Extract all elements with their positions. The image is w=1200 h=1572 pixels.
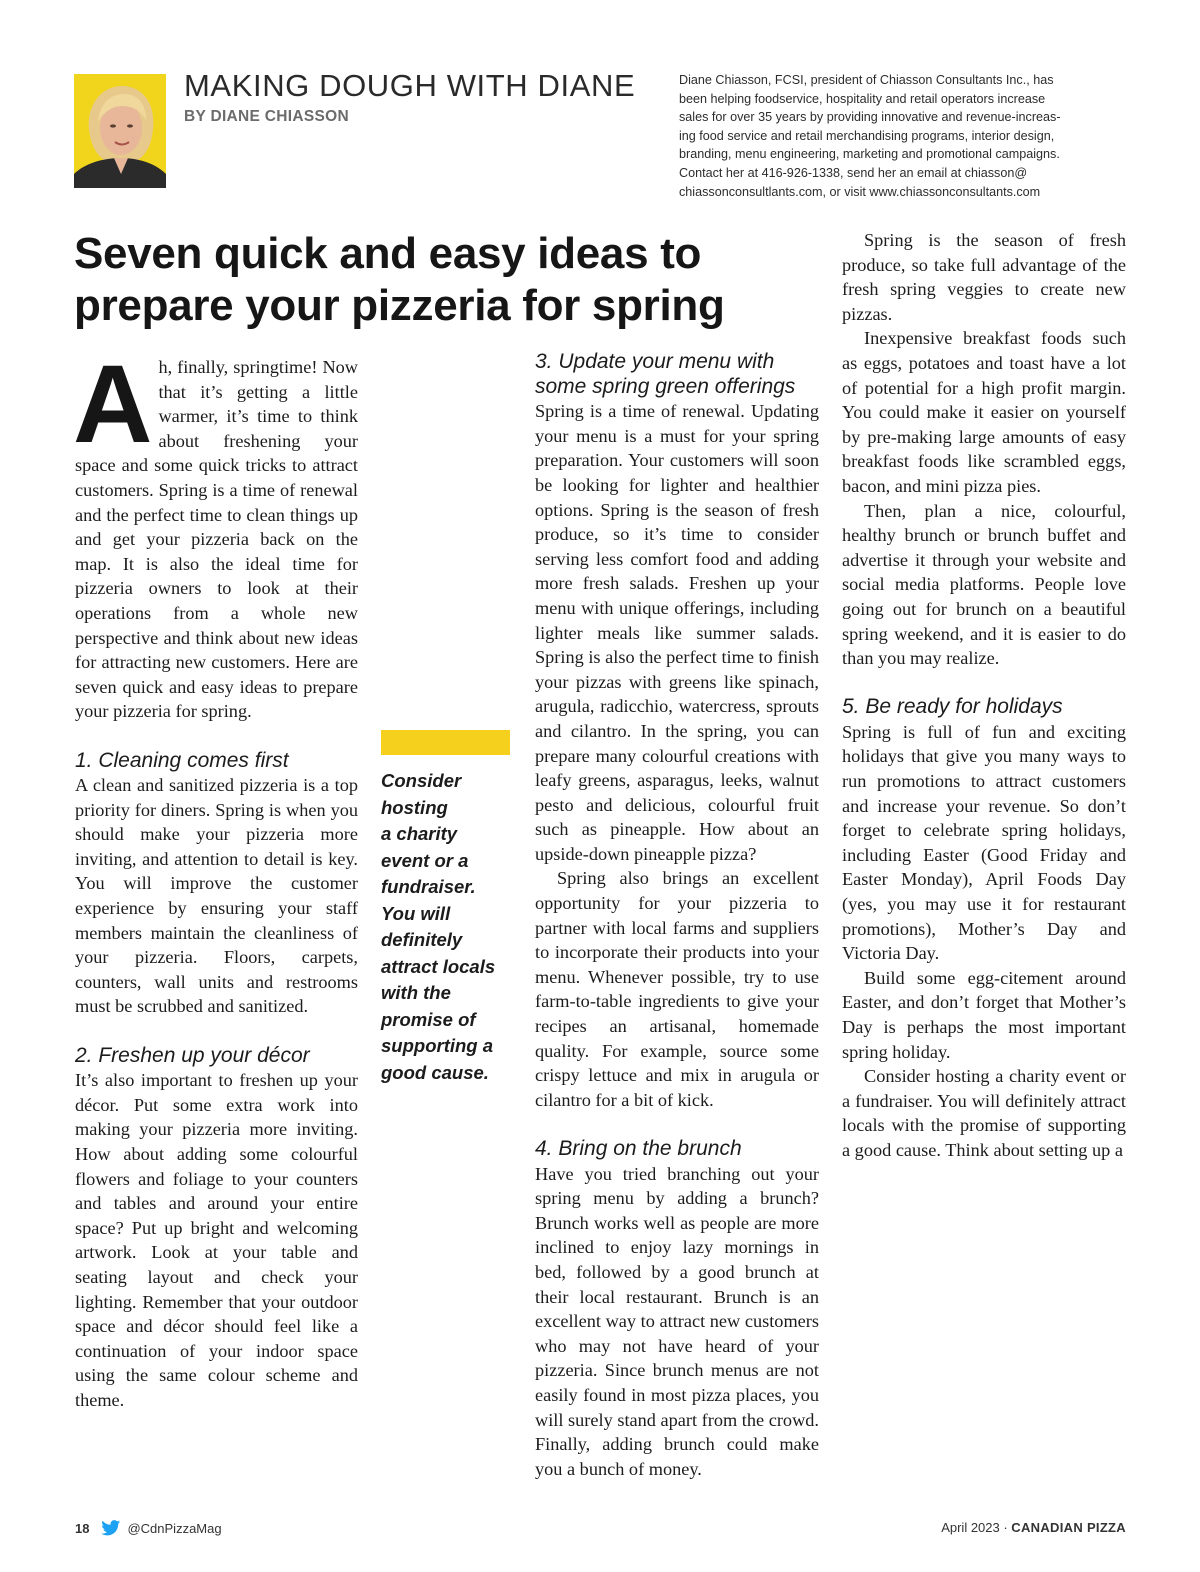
- bio-line: branding, menu engineering, marketing and promotional campaigns.: [679, 147, 1060, 162]
- article-column-3: [535, 350, 819, 1481]
- pull-quote-line: fundraiser.: [381, 876, 476, 897]
- pull-quote-accent-bar: [381, 730, 510, 755]
- section-3-paragraph-1: Spring is a time of renewal. Updating your menu is a must for your spring preparation. Your customers will soon be looking for lighter and healthier options. Spring is the season of fresh produce, so it’s time to consider serving less comfort food and adding more fresh salads. Freshen up your menu with unique offerings, including lighter meals like summer salads. Spring is also the perfect time to finish your pizzas with greens like spinach, arugula, radicchio, watercress, sprouts and cilantro. In the spring, you can prepare many colourful creations with leafy greens, asparagus, leeks, walnut pesto and delicious, colourful fruit such as pineapple. How about an upside-down pineapple pizza?: [535, 401, 819, 864]
- bio-line: sales for over 35 years by providing innovative and revenue-increas-: [679, 110, 1061, 125]
- section-3-heading: 3. Update your menu with some spring green offerings: [535, 350, 796, 398]
- article-column-1: [73, 343, 358, 1413]
- pull-quote-line: Consider: [381, 770, 462, 791]
- bio-line: Contact her at 416-926-1338, send her an email at chiasson@: [679, 165, 1028, 180]
- magazine-name: CANADIAN PIZZA: [1011, 1520, 1126, 1535]
- section-4-paragraph-4: Then, plan a nice, colourful, healthy brunch or brunch buffet and advertise it through your website and social media platforms. People love going out for brunch on a beautiful spring weekend, and it is easier to do than you may realize.: [842, 500, 1126, 669]
- pull-quote-line: event or a: [381, 849, 469, 871]
- article-headline: [74, 228, 814, 332]
- article-column-4: [842, 228, 1126, 1163]
- section-2-heading: 2. Freshen up your décor: [75, 1043, 310, 1067]
- section-4-paragraph-3: Inexpensive breakfast foods such as eggs, potatoes and toast have a lot of potential for a high profit margin. You could make it easier on yourself by pre-making large amounts of easy breakfast foods like scrambled eggs, bacon, and mini pizza pies.: [842, 328, 1126, 496]
- footer-right: [941, 1520, 1126, 1535]
- section-5-paragraph-2: Build some egg-citement around Easter, and don’t forget that Mother’s Day is perhaps the most important spring holiday.: [842, 967, 1126, 1062]
- section-5-heading: 5. Be ready for holidays: [842, 695, 1063, 719]
- pull-quote-line: attract locals: [381, 955, 496, 977]
- section-5-paragraph-3: Consider hosting a charity event or a fundraiser. You will definitely attract locals with the promise of supporting a good cause. Think about setting up a: [842, 1066, 1126, 1160]
- column-title: MAKING DOUGH WITH DIANE: [184, 68, 636, 103]
- section-5-paragraph-1: Spring is full of fun and exciting holidays that give you many ways to run promotions to attract customers and increase your revenue. So don’t forget to celebrate spring holidays, including Easter (Good Friday and Easter Monday), April Foods Day (yes, you may use it for restaurant promotions), Mother’s Day and Victoria Day.: [842, 721, 1126, 964]
- bio-line: ing food service and retail merchandising programs, interior design,: [679, 128, 1055, 143]
- pull-quote-line: with the: [381, 982, 451, 1003]
- drop-cap: A: [73, 343, 153, 466]
- section-4-paragraph-2: Spring is the season of fresh produce, so take full advantage of the fresh spring veggies to create new pizzas.: [842, 230, 1126, 324]
- bio-line: been helping foodservice, hospitality and retail operators increase: [679, 91, 1046, 106]
- bio-line: chiassonconsultlants.com, or visit www.chiassonconsultants.com: [679, 184, 1041, 199]
- headline-line: Seven quick and easy ideas to: [74, 229, 702, 278]
- pull-quote-line: promise of: [381, 1008, 476, 1030]
- section-3-paragraph-2: Spring also brings an excellent opportunity for your pizzeria to partner with local farms and suppliers to incorporate their products into your menu. Whenever possible, try to use farm-to-table ingredients to give your recipes an artisanal, homemade quality. For example, source some crispy lettuce and mix in arugula or cilantro for a bit of kick.: [535, 868, 819, 1110]
- intro-paragraph: [73, 343, 358, 724]
- footer-left: [75, 1520, 222, 1536]
- pull-quote-line: good cause.: [381, 1061, 489, 1083]
- pull-quote-line: definitely: [381, 929, 463, 950]
- section-2-text: It’s also important to freshen up your décor. Put some extra work into making your pizzeria more inviting. How about adding some colourful flowers and foliage to your counters and tables and around your entire space? Put up bright and welcoming artwork. Look at your table and seating layout and check your lighting. Remember that your outdoor space and décor should feel like a continuation of your indoor space using the same colour scheme and theme.: [75, 1070, 358, 1410]
- issue-date: April 2023 ·: [941, 1520, 1012, 1535]
- byline: BY DIANE CHIASSON: [184, 108, 350, 125]
- author-bio: [679, 71, 1129, 201]
- bio-line: Diane Chiasson, FCSI, president of Chiasson Consultants Inc., has: [679, 73, 1054, 87]
- pull-quote: [381, 768, 511, 1086]
- page-number: 18: [75, 1520, 90, 1536]
- section-1-text: A clean and sanitized pizzeria is a top priority for diners. Spring is when you should make your pizzeria more inviting, and attention to detail is key. You will improve the customer experience by ensuring your staff members maintain the cleanliness of your pizzeria. Floors, carpets, counters, wall units and restrooms must be scrubbed and sanitized.: [75, 775, 358, 1017]
- pull-quote-line: a charity: [381, 823, 458, 844]
- headline-line: prepare your pizzeria for spring: [74, 281, 725, 330]
- twitter-bird-icon: [101, 1520, 121, 1536]
- pull-quote-line: hosting: [381, 796, 448, 818]
- intro-text: h, finally, springtime! Now that it’s getting a little warmer, it’s time to think about freshening your space and some quick tricks to attract customers. Spring is a time of renewal and the perfect time to clean things up and get your pizzeria back on the map. It is also the ideal time for pizzeria owners to look at their operations from a whole new perspective and think about new ideas for attracting new customers. Here are seven quick and easy ideas to prepare your pizzeria for spring.: [75, 357, 358, 722]
- section-4-paragraph-1: Have you tried branching out your spring menu by adding a brunch? Brunch works well as people are more inclined to enjoy lazy mornings in bed, followed by a good brunch at their local restaurant. Brunch is an excellent way to attract new customers who may not have heard of your pizzeria. Since brunch menus are not easily found in most pizza places, you will surely stand apart from the crowd. Finally, adding brunch could make you a bunch of money.: [535, 1163, 819, 1479]
- author-photo: [74, 74, 166, 188]
- pull-quote-line: You will: [381, 902, 451, 924]
- twitter-handle: @CdnPizzaMag: [127, 1520, 222, 1536]
- section-1-heading: 1. Cleaning comes first: [75, 748, 289, 772]
- section-4-heading: 4. Bring on the brunch: [535, 1137, 742, 1160]
- pull-quote-line: supporting a: [381, 1035, 494, 1056]
